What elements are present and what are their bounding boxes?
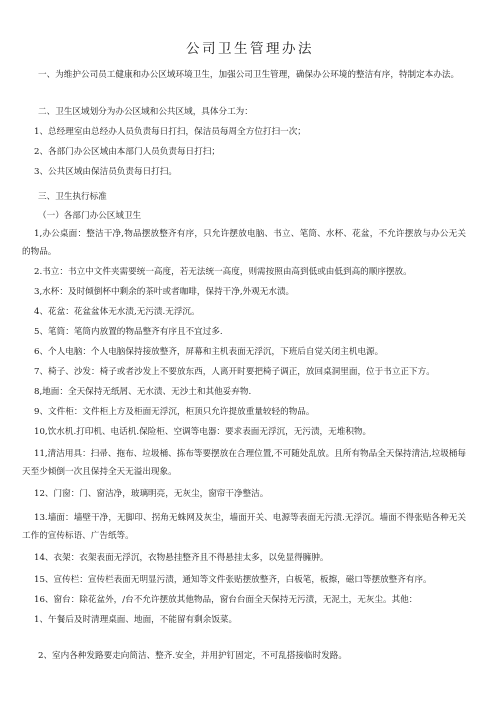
paragraph-item-8: 8,地面：全天保持无纸屑、无水渍、无沙土和其他妥弃物. [34, 387, 252, 397]
paragraph-item-16: 16、窗台：除花盆外，/台不允许摆放其他物品，窗台台面全天保持无污渍，无泥土，无灰尘。其他： [34, 595, 418, 605]
paragraph-item-11: 11,清洁用具：扫帚、拖布、垃圾桶、拣布等要摆放在合理位置,不可随处乱放。且所有物品全天保持清洁,垃圾桶每天至少倾倒一次且保持全天无溢出现象。 [22, 449, 466, 477]
list-item-3: 3、公共区域由保洁员负责每日打扫。 [34, 167, 177, 177]
paragraph-item-14: 14、衣架：衣架表面无浮沉，衣物悬挂整齐且不得悬挂太多，以免显得臃肿。 [34, 553, 329, 563]
paragraph-item-2: 2.书立：书立中文件夹需要统一高度，若无法统一高度，则需按照由高到低或由低到高的顺序摆放。 [34, 267, 412, 277]
section-3-heading: 三、卫生执行标准 [38, 192, 107, 202]
paragraph-item-3: 3,水杯：及时倾倒杯中剩余的茶叶或者咖啡，保持干净,外观无水渍。 [34, 287, 295, 297]
other-item-2: 2、室内各种发路要走向简洁、整齐.安全，并用护钉固定，不可乱搭接临时发路。 [38, 651, 347, 661]
subsection-1-heading: （一）各部门办公区域卫生 [38, 211, 142, 221]
paragraph-item-13: 13.墙面：墙壁干净，无脚印、拐角无蛛网及灰尘，墙面开关、电源等表面无污渍.无浮沉。墙面不得张贴各种无关工作的宣传标语、广告纸等。 [22, 513, 466, 541]
list-item-1: 1、总经理室由总经办人员负责每日打扫，保洁员每周全方位打扫一次； [34, 127, 306, 137]
paragraph-item-10: 10,饮水机.打印机、电话机.保险柜、空调等电器：要求表面无浮沉，无污渍，无堆积物。 [34, 427, 372, 437]
paragraph-item-1: 1,办公桌面：整洁干净,物品摆放整齐有序，只允许摆放电脑、书立、笔筒、水杯、花盆，不允许摆放与办公无关的物品。 [22, 229, 466, 257]
paragraph-item-6: 6、个人电脑：个人电脑保持接放整齐，屏幕和主机表面无浮沉，下班后自觉关闭主机电源。 [34, 347, 384, 357]
paragraph-item-12: 12、门窗：门、窗洁净，玻璃明亮，无灰尘，窗帘干净整洁。 [34, 489, 269, 499]
paragraph-item-5: 5、笔筒：笔筒内放置的物品整齐有序且不宜过多. [34, 327, 223, 337]
paragraph-item-9: 9、文件柜：文件柜上方及柜面无浮沉，柜顶只允许提放重量较轻的物品。 [34, 407, 315, 417]
document-title: 公司卫生管理办法 [186, 41, 314, 57]
paragraph-item-7: 7、椅子、沙发：椅子或者沙发上不要放东西，人离开时要把椅子调正，放回桌洞里面，位于书立正下方。 [34, 367, 435, 377]
paragraph-item-4: 4、花盆：花盆盆体无水渍,无污渍.无浮沉。 [34, 307, 200, 317]
list-item-2: 2、各部门办公区域由本部门人员负责每日打扫； [34, 147, 220, 157]
other-item-1: 1、午餐后及时清理桌面、地面，不能留有剩余饭菜。 [34, 615, 238, 625]
paragraph-item-15: 15、宣传栏：宣传栏表面无明显污渍，通知等文件张贴摆放整齐，白板笔，板擦，磁口等摆放整齐有序。 [34, 575, 432, 585]
paragraph-purpose: 一、为维护公司员工健康和办公区域环境卫生，加强公司卫生管理，确保办公环境的整洁有序，特制定本办法。 [38, 70, 460, 80]
section-2-heading: 二、卫生区域划分为办公区域和公共区域，具体分工为： [38, 107, 253, 117]
